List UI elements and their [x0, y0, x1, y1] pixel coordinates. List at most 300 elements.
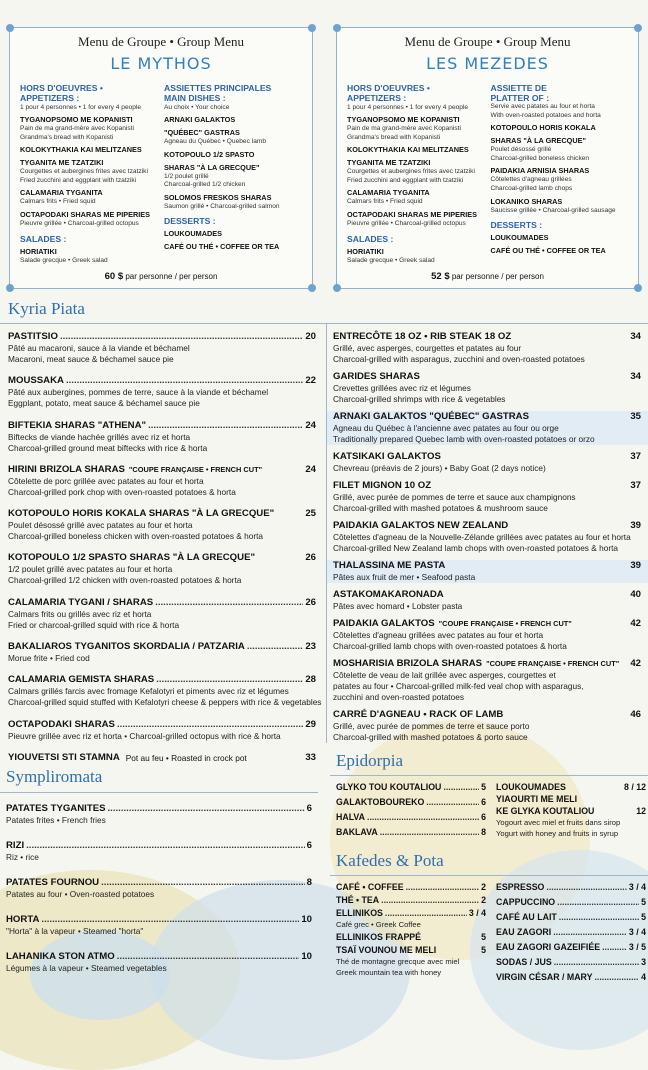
menu-item: [496, 781, 646, 793]
menu-item-name: KOTOPOULO HORIS KOKALA SHARAS "À LA GRECQUE": [8, 508, 275, 520]
menu-item-description: Côtelette de porc grillée avec patates au four et horta: [8, 475, 204, 486]
menu-item-description: Calmars grillés farcis avec fromage Kefalotyri et piments avec riz et légumes: [8, 686, 289, 697]
menu-item-description: patates au four • Charcoal-grilled milk-fed veal chop with asparagus,: [333, 681, 584, 691]
menu-item-name: ENTRECÔTE 18 OZ • RIB STEAK 18 OZ: [333, 331, 512, 342]
menu-item-name: OCTAPODAKI SHARAS ME PIPERIES: [20, 209, 151, 219]
menu-item-name: BAKALIAROS TYGANITOS SKORDALIA / PATZARIA: [8, 641, 245, 653]
menu-item-description: Eggplant, potato, meat sauce & béchamel sauce pie: [8, 398, 200, 409]
menu-item: [333, 709, 641, 743]
group-menu-le-mythos: [9, 27, 313, 289]
menu-item-name: CARRÉ D'AGNEAU • RACK OF LAMB: [333, 709, 504, 720]
menu-item-cut: "COUPE FRANÇAISE • FRENCH CUT": [438, 619, 572, 628]
menu-item: [6, 803, 312, 826]
leader-dots: [559, 911, 639, 923]
menu-item-price: 6: [481, 797, 486, 807]
menu-item: [8, 508, 316, 542]
menu-item-name: TYGANOPSOMO ME KOPANISTI: [347, 115, 460, 124]
corner-dot-icon: [634, 24, 642, 32]
leader-dots: [60, 331, 303, 343]
menu-item: [336, 894, 486, 906]
menu-item-description: Agneau du Québec à l'ancienne avec patates au four ou orge: [333, 423, 559, 433]
menu-item-name: BAKLAVA: [336, 827, 378, 837]
menu-item-description: Calmars frits ou grillés avec riz et horta: [8, 608, 152, 619]
menu-item-name: CALAMARIA TYGANITA: [20, 188, 103, 198]
menu-item-description: Charcoal-grilled 1/2 chicken: [164, 181, 246, 189]
menu-item: [336, 781, 486, 793]
menu-item-description: Calmars frits • Fried squid: [347, 198, 423, 206]
leader-dots: [426, 796, 479, 808]
menu-item-price: 5: [481, 782, 486, 792]
menu-section-label: ASSIETTE DE: [490, 83, 547, 93]
menu-item-price: 3: [641, 957, 646, 967]
leader-dots: [546, 881, 626, 893]
menu-item-description: Poulet désossé grillé: [490, 146, 552, 154]
menu-item-name: CAFÉ OU THÉ • COFFEE OR TEA: [164, 242, 280, 252]
section-title-kafedes-pota: Kafedes & Pota: [336, 851, 444, 870]
menu-item-name: CALAMARIA GEMISTA SHARAS: [8, 674, 155, 686]
menu-item-name: CAFÉ AU LAIT: [496, 912, 557, 922]
menu-item-description: Pieuvre grillée avec riz et horta • Charcoal-grilled octopus with rice & horta: [8, 730, 281, 741]
menu-item: [8, 552, 316, 586]
menu-item: [496, 956, 646, 968]
leader-dots: [433, 480, 628, 492]
leader-dots: [367, 811, 479, 823]
menu-item-description: Macaroni, meat sauce & béchamel sauce pie: [8, 354, 174, 364]
menu-item-description: Fried zucchini and eggplant with tzatziki: [20, 176, 137, 184]
menu-item-name: THÉ • TEA: [336, 895, 380, 905]
menu-item-name: CALAMARIA TYGANITA: [347, 188, 430, 198]
menu-item-price: 3 / 4: [628, 882, 646, 892]
menu-item-description: Traditionally prepared Quebec lamb with oven-roasted potatoes or orzo: [333, 434, 595, 444]
menu-item-name: YIAOURTI ME MELI: [496, 794, 578, 804]
menu-item: [8, 375, 316, 409]
menu-item-description: 1 pour 4 personnes • 1 for every 4 people: [20, 104, 142, 111]
leader-dots: [443, 451, 628, 463]
menu-item: [8, 752, 316, 764]
menu-item-cut: "COUPE FRANÇAISE • FRENCH CUT": [128, 464, 263, 474]
menu-item-description: Côtelette de veau de lait grillée avec asperges, courgettes et: [333, 670, 556, 680]
menu-item-description: Grillé, avec asperges, courgettes et patates au four: [333, 343, 522, 353]
menu-item-name: SHARAS "À LA GRECQUE": [490, 136, 586, 146]
leader-dots: [156, 674, 303, 686]
leader-dots: [155, 597, 303, 609]
leader-dots: [423, 931, 479, 943]
menu-item-description: Saucisse grillée • Charcoal-grilled sausage: [490, 206, 616, 214]
main-dishes-left: [8, 331, 322, 774]
menu-item-description: Charcoal-grilled New Zealand lamb chops with oven-roasted potatoes & horta: [333, 543, 619, 553]
menu-item-description: Pâté au macaroni, sauce à la viande et béchamel: [8, 343, 190, 353]
menu-item: [336, 811, 486, 823]
menu-item-price: 25: [305, 508, 316, 520]
menu-item-name: HORTA: [6, 914, 40, 925]
corner-dot-icon: [634, 284, 642, 292]
divider: [326, 323, 327, 743]
menu-item-description: 1/2 poulet grillé: [164, 172, 209, 180]
divider: [330, 775, 648, 776]
leader-dots: [553, 926, 627, 938]
desserts-left: [336, 781, 486, 841]
menu-item-name: ARNAKI GALAKTOS "QUÉBEC" GASTRAS: [333, 411, 530, 422]
menu-item-description: Charcoal-grilled squid stuffed with Kefalotyri cheese & peppers with rice & vegetables: [8, 697, 322, 708]
menu-item-price: 3 / 4: [468, 908, 486, 918]
menu-item-cut: "COUPE FRANÇAISE • FRENCH CUT": [486, 659, 620, 668]
menu-item-description: Riz • rice: [6, 852, 39, 862]
menu-item-name: SOLOMOS FRESKOS SHARAS: [164, 192, 272, 202]
menu-item-description: Pâtes aux fruit de mer • Seafood pasta: [333, 572, 476, 582]
leader-dots: [249, 752, 304, 764]
group-menu-title: LE MYTHOS: [110, 54, 212, 73]
menu-item-description: Charcoal-grilled with mashed potatoes & porto sauce: [333, 732, 528, 742]
menu-item-name: RIZI: [6, 840, 25, 851]
menu-item: [327, 411, 648, 445]
menu-item-price: 33: [305, 751, 316, 763]
menu-item-description: 1/2 poulet grillé avec patates au four et horta: [8, 564, 173, 575]
section-title-sympliromata: Sympliromata: [6, 767, 103, 786]
leader-dots: [568, 781, 622, 793]
menu-item: [333, 618, 641, 652]
menu-item-description: Grillé, avec purée de pommes de terre et sauce aux champignons: [333, 492, 576, 502]
menu-item-description: Grandma's bread with Kopanisti: [20, 133, 114, 141]
menu-item-price: 4: [641, 972, 646, 982]
menu-item-name: HORIATIKI: [20, 246, 57, 256]
menu-item-name: HORIATIKI: [347, 246, 384, 256]
sides-list: [6, 803, 312, 988]
menu-item: [496, 881, 646, 893]
menu-item: [327, 560, 648, 583]
section-title-epidorpia: Epidorpia: [336, 751, 404, 770]
menu-item-description: Fried zucchini and eggplant with tzatziki: [347, 176, 464, 184]
menu-item-description: Patates au four • Oven-roasted potatoes: [6, 889, 155, 899]
menu-item: [6, 914, 312, 937]
menu-section-label: DESSERTS :: [490, 220, 543, 231]
menu-item-price: 23: [305, 641, 316, 653]
menu-item-name: TYGANOPSOMO ME KOPANISTI: [20, 115, 133, 124]
menu-item-description: Au choix • Your choice: [164, 104, 230, 111]
leader-dots: [513, 331, 628, 343]
menu-item-name: ELLINIKOS FRAPPÉ: [336, 932, 422, 942]
leader-dots: [621, 658, 628, 670]
menu-item-name: KOTOPOULO 1/2 SPASTO: [164, 149, 255, 159]
menu-item-description: 1 pour 4 personnes • 1 for every 4 people: [347, 104, 469, 111]
leader-dots: [554, 956, 639, 968]
leader-dots: [443, 781, 479, 793]
leader-dots: [101, 877, 305, 889]
group-price: 52 $ par personne / per person: [431, 271, 544, 282]
menu-item: [8, 597, 316, 631]
menu-item: [496, 911, 646, 923]
menu-item-price: 12: [636, 806, 646, 816]
menu-item-name: KOTOPOULO 1/2 SPASTO SHARAS "À LA GRECQUE": [8, 552, 256, 564]
menu-item-description: "Horta" à la vapeur • Steamed "horta": [6, 926, 144, 936]
main-dishes-right: [333, 331, 641, 749]
menu-item: [333, 480, 641, 514]
menu-item-price: 42: [630, 658, 641, 669]
menu-item-name: LAHANIKA STON ATMO: [6, 951, 115, 962]
menu-item-price: 26: [305, 552, 316, 564]
menu-item-description: Calmars frits • Fried squid: [20, 198, 96, 206]
menu-item-name: THALASSINA ME PASTA: [333, 560, 446, 571]
menu-item-price: 20: [305, 331, 316, 342]
menu-item-description: Biftecks de viande hachée grillés avec riz et horta: [8, 431, 191, 442]
menu-item: [496, 941, 646, 953]
menu-item-description: Charcoal-grilled ground meat biftecks with rice & horta: [8, 442, 208, 453]
menu-item-description: Café grec • Greek Coffee: [336, 920, 421, 929]
menu-item-description: Charcoal-grilled boneless chicken with oven-roasted potatoes & horta: [8, 531, 264, 542]
group-menu-title: LES MEZEDES: [426, 54, 549, 73]
menu-item: [333, 520, 641, 554]
menu-item-description: Saumon grillé • Charcoal-grilled salmon: [164, 202, 280, 210]
menu-item-name: YIOUVETSI STI STAMNA: [8, 751, 120, 763]
menu-item-description: Pain de ma grand-mère avec Kopanisti: [20, 125, 134, 132]
menu-item: [496, 971, 646, 983]
menu-item-price: 29: [305, 718, 316, 730]
leader-dots: [108, 803, 305, 815]
leader-dots: [602, 941, 627, 953]
corner-dot-icon: [333, 24, 341, 32]
group-menu-heading: Menu de Groupe • Group Menu: [404, 34, 571, 49]
menu-item-name: LOUKOUMADES: [496, 782, 566, 792]
menu-item-price: 6: [306, 840, 312, 851]
corner-dot-icon: [308, 24, 316, 32]
menu-column: [164, 83, 302, 265]
menu-item: [496, 793, 646, 805]
menu-item-name: PAIDAKIA GALAKTOS NEW ZEALAND: [333, 520, 509, 531]
menu-item-description: Yogurt with honey and fruits in syrup: [496, 829, 619, 838]
menu-item-description: Charcoal-grilled with asparagus, zucchini and oven-roasted potatoes: [333, 354, 585, 364]
menu-item-description: Greek mountain tea with honey: [336, 968, 442, 977]
menu-item-name: LOUKOUMADES: [490, 233, 549, 243]
menu-item-description: Pâtes avec homard • Lobster pasta: [333, 601, 463, 611]
menu-item-description: Fried or charcoal-grilled squid with rice & horta: [8, 619, 180, 630]
menu-item-name: GARIDES SHARAS: [333, 371, 420, 382]
menu-item-name: TYGANITA ME TZATZIKI: [347, 158, 431, 168]
group-price: 60 $ par personne / per person: [104, 271, 218, 282]
menu-item-description: Grandma's bread with Kopanisti: [347, 133, 441, 141]
menu-item-price: 10: [301, 951, 312, 962]
menu-item-price: 8: [306, 877, 312, 888]
menu-item-description: Charcoal-grilled with mashed potatoes & mushroom sauce: [333, 503, 548, 513]
menu-item-description: Yogourt avec miel et fruits dans sirop: [496, 818, 621, 827]
menu-item-name: GALAKTOBOUREKO: [336, 797, 425, 807]
menu-item-description: Thé de montagne grecque avec miel: [336, 957, 460, 966]
menu-item-description: Chevreau (préavis de 2 jours) • Baby Goat (2 days notice): [333, 463, 546, 473]
leader-dots: [148, 420, 303, 432]
drinks-right: [496, 881, 646, 986]
menu-item-name: MOUSSAKA: [8, 375, 64, 387]
menu-column: [347, 83, 485, 265]
menu-item-name: PATATES FOURNOU: [6, 877, 100, 888]
menu-section-label: SALADES :: [347, 233, 394, 244]
menu-item-name: ESPRESSO: [496, 882, 545, 892]
menu-item-price: 3 / 4: [628, 927, 646, 937]
leader-dots: [381, 894, 479, 906]
corner-dot-icon: [333, 284, 341, 292]
menu-item-name: ASTAKOMAKARONADA: [333, 589, 444, 600]
menu-item-price: 8: [481, 827, 486, 837]
menu-item-name: EAU ZAGORI GAZEIFIÉE: [496, 942, 601, 952]
leader-dots: [117, 951, 300, 963]
menu-item-name: SHARAS "À LA GRECQUE": [164, 162, 260, 172]
leader-dots: [446, 589, 629, 601]
menu-item: [8, 420, 316, 454]
group-menu-heading: Menu de Groupe • Group Menu: [78, 34, 244, 49]
menu-item-name: FILET MIGNON 10 OZ: [333, 480, 432, 491]
menu-item-description: Poulet désossé grillé avec patates au four et horta: [8, 520, 193, 531]
menu-item-name: LOKANIKO SHARAS: [490, 196, 563, 206]
menu-item-description: Charcoal-grilled lamb chops: [490, 184, 573, 192]
menu-item-description: Salade grecque • Greek salad: [20, 256, 108, 264]
menu-item: [496, 896, 646, 908]
menu-section-label: DESSERTS :: [164, 216, 216, 227]
menu-item-description: Charcoal-grilled pork chop with oven-roasted potatoes & horta: [8, 486, 236, 497]
menu-item-description: zucchini and oven-roasted potatoes: [333, 692, 464, 702]
leader-dots: [264, 464, 303, 476]
menu-section-label: SALADES :: [20, 233, 67, 244]
leader-dots: [505, 709, 628, 721]
group-menu-les-mezedes: [336, 27, 639, 289]
menu-item-price: 42: [630, 618, 641, 629]
menu-item-price: 46: [630, 709, 641, 720]
menu-item-name: KOTOPOULO HORIS KOKALA: [490, 123, 596, 133]
menu-item-name: LOUKOUMADES: [164, 229, 222, 239]
menu-item-name: SODAS / JUS: [496, 957, 552, 967]
menu-item-name: HIRINI BRIZOLA SHARAS: [8, 463, 125, 475]
menu-item-name: PATATES TYGANITES: [6, 803, 106, 814]
menu-section-label: PLATTER OF :: [490, 93, 550, 103]
menu-item-name: BIFTEKIA SHARAS "ATHENA": [8, 419, 147, 431]
menu-item-name: OCTAPODAKI SHARAS ME PIPERIES: [347, 209, 478, 219]
menu-item-name: TYGANITA ME TZATZIKI: [20, 158, 104, 168]
leader-dots: [596, 805, 634, 817]
menu-item-description: With oven-roasted potatoes and horta: [490, 111, 601, 119]
leader-dots: [574, 618, 629, 630]
menu-item: [333, 331, 641, 365]
menu-item: [333, 658, 641, 703]
leader-dots: [579, 793, 644, 805]
menu-item-description: Pain de ma grand-mère avec Kopanisti: [347, 125, 461, 132]
corner-dot-icon: [6, 284, 14, 292]
menu-item-description: Pieuvre grillée • Charcoal-grilled octopus: [347, 219, 466, 227]
menu-section-label: MAIN DISHES :: [164, 93, 226, 103]
leader-dots: [247, 641, 304, 653]
divider: [0, 792, 318, 793]
menu-item-description: Pot au feu • Roasted in crock pot: [125, 752, 247, 763]
menu-item-description: Charcoal-grilled boneless chicken: [490, 154, 590, 162]
drinks-left: [336, 881, 486, 979]
menu-item-price: 5: [481, 932, 486, 942]
menu-item: [8, 674, 322, 708]
menu-item-description: Charcoal-grilled shrimps with rice & vegetables: [333, 394, 506, 404]
leader-dots: [422, 371, 628, 383]
menu-item-name: VIRGIN CÉSAR / MARY: [496, 972, 593, 982]
menu-item: [496, 926, 646, 938]
leader-dots: [447, 560, 628, 572]
menu-item-price: 34: [630, 371, 641, 382]
menu-item-description: Courgettes et aubergines frites avec tzatziki: [347, 168, 475, 176]
menu-item-name: PAIDAKIA GALAKTOS: [333, 618, 435, 629]
menu-item-price: 2: [481, 882, 486, 892]
menu-item: [336, 796, 486, 808]
menu-item-description: Côtelettes d'agneau de la Nouvelle-Zélande grillées avec patates au four et horta: [333, 532, 631, 542]
menu-item-name: PASTITSIO: [8, 331, 58, 342]
menu-item-price: 39: [630, 520, 641, 531]
leader-dots: [41, 914, 299, 926]
menu-item-name: CAFÉ • COFFEE: [336, 882, 404, 892]
menu-item-name: PAIDAKIA ARNISIA SHARAS: [490, 166, 590, 176]
menu-item-description: Servie avec patates au four et horta: [490, 103, 595, 110]
leader-dots: [66, 375, 303, 387]
menu-item: [6, 877, 312, 900]
menu-item: [8, 641, 316, 664]
menu-item-name: KATSIKAKI GALAKTOS: [333, 451, 441, 462]
leader-dots: [380, 826, 479, 838]
menu-item-description: Charcoal-grilled 1/2 chicken with oven-roasted potatoes & horta: [8, 575, 242, 586]
leader-dots: [26, 840, 305, 852]
leader-dots: [117, 719, 303, 731]
menu-item-price: 37: [630, 451, 641, 462]
leader-dots: [594, 971, 639, 983]
menu-item-price: 28: [305, 674, 316, 686]
menu-item: [6, 951, 312, 974]
menu-item: [336, 907, 486, 930]
leader-dots: [385, 907, 467, 919]
menu-item-name: ELLINIKOS: [336, 908, 383, 918]
menu-item: [8, 331, 316, 365]
menu-item-price: 3 / 5: [628, 942, 646, 952]
menu-item: [496, 805, 646, 839]
menu-item-description: Côtelettes d'agneau grillées: [490, 176, 572, 184]
leader-dots: [557, 896, 639, 908]
menu-item-price: 40: [630, 589, 641, 600]
menu-item: [333, 451, 641, 474]
menu-item-name: OCTAPODAKI SHARAS: [8, 718, 115, 730]
menu-item: [336, 826, 486, 838]
menu-column: [20, 83, 158, 265]
menu-item-description: Légumes à la vapeur • Steamed vegetables: [6, 963, 167, 973]
desserts-right: [496, 781, 646, 839]
menu-item-price: 6: [306, 803, 312, 814]
menu-item-name: ARNAKI GALAKTOS: [164, 115, 236, 124]
leader-dots: [531, 411, 628, 423]
menu-item-description: Patates frites • French fries: [6, 815, 106, 825]
menu-item-description: Pieuvre grillée • Charcoal-grilled octopus: [20, 219, 139, 227]
menu-item-price: 34: [630, 331, 641, 342]
menu-item-name: "QUÉBEC" GASTRAS: [164, 128, 240, 137]
menu-item-price: 5: [641, 912, 646, 922]
menu-item-name: TSAÏ VOUNOU ME MELI: [336, 945, 437, 955]
leader-dots: [510, 520, 628, 532]
menu-item-price: 35: [630, 411, 641, 422]
leader-dots: [257, 552, 303, 564]
menu-item-price: 22: [305, 375, 316, 387]
menu-item: [336, 931, 486, 943]
menu-item-description: Courgettes et aubergines frites avec tzatziki: [20, 168, 148, 176]
menu-item-description: Morue frite • Fried cod: [8, 653, 90, 664]
menu-item-price: 6: [481, 812, 486, 822]
menu-item-description: Côtelettes d'agneau grillées avec patates au four et horta: [333, 630, 544, 640]
menu-item-price: 5: [641, 897, 646, 907]
divider: [330, 875, 648, 876]
menu-section-label: ASSIETTES PRINCIPALES: [164, 83, 272, 93]
menu-item-name: HALVA: [336, 812, 365, 822]
leader-dots: [406, 881, 480, 893]
menu-item-name: KE GLYKA KOUTALIOU: [496, 806, 595, 816]
menu-item: [336, 881, 486, 893]
menu-item-price: 39: [630, 560, 641, 571]
menu-item-name: KOLOKYTHAKIA KAI MELITZANES: [347, 145, 469, 155]
menu-item: [333, 371, 641, 405]
menu-item-description: Grillé, avec purée de pommes de terre et sauce porto: [333, 721, 530, 731]
